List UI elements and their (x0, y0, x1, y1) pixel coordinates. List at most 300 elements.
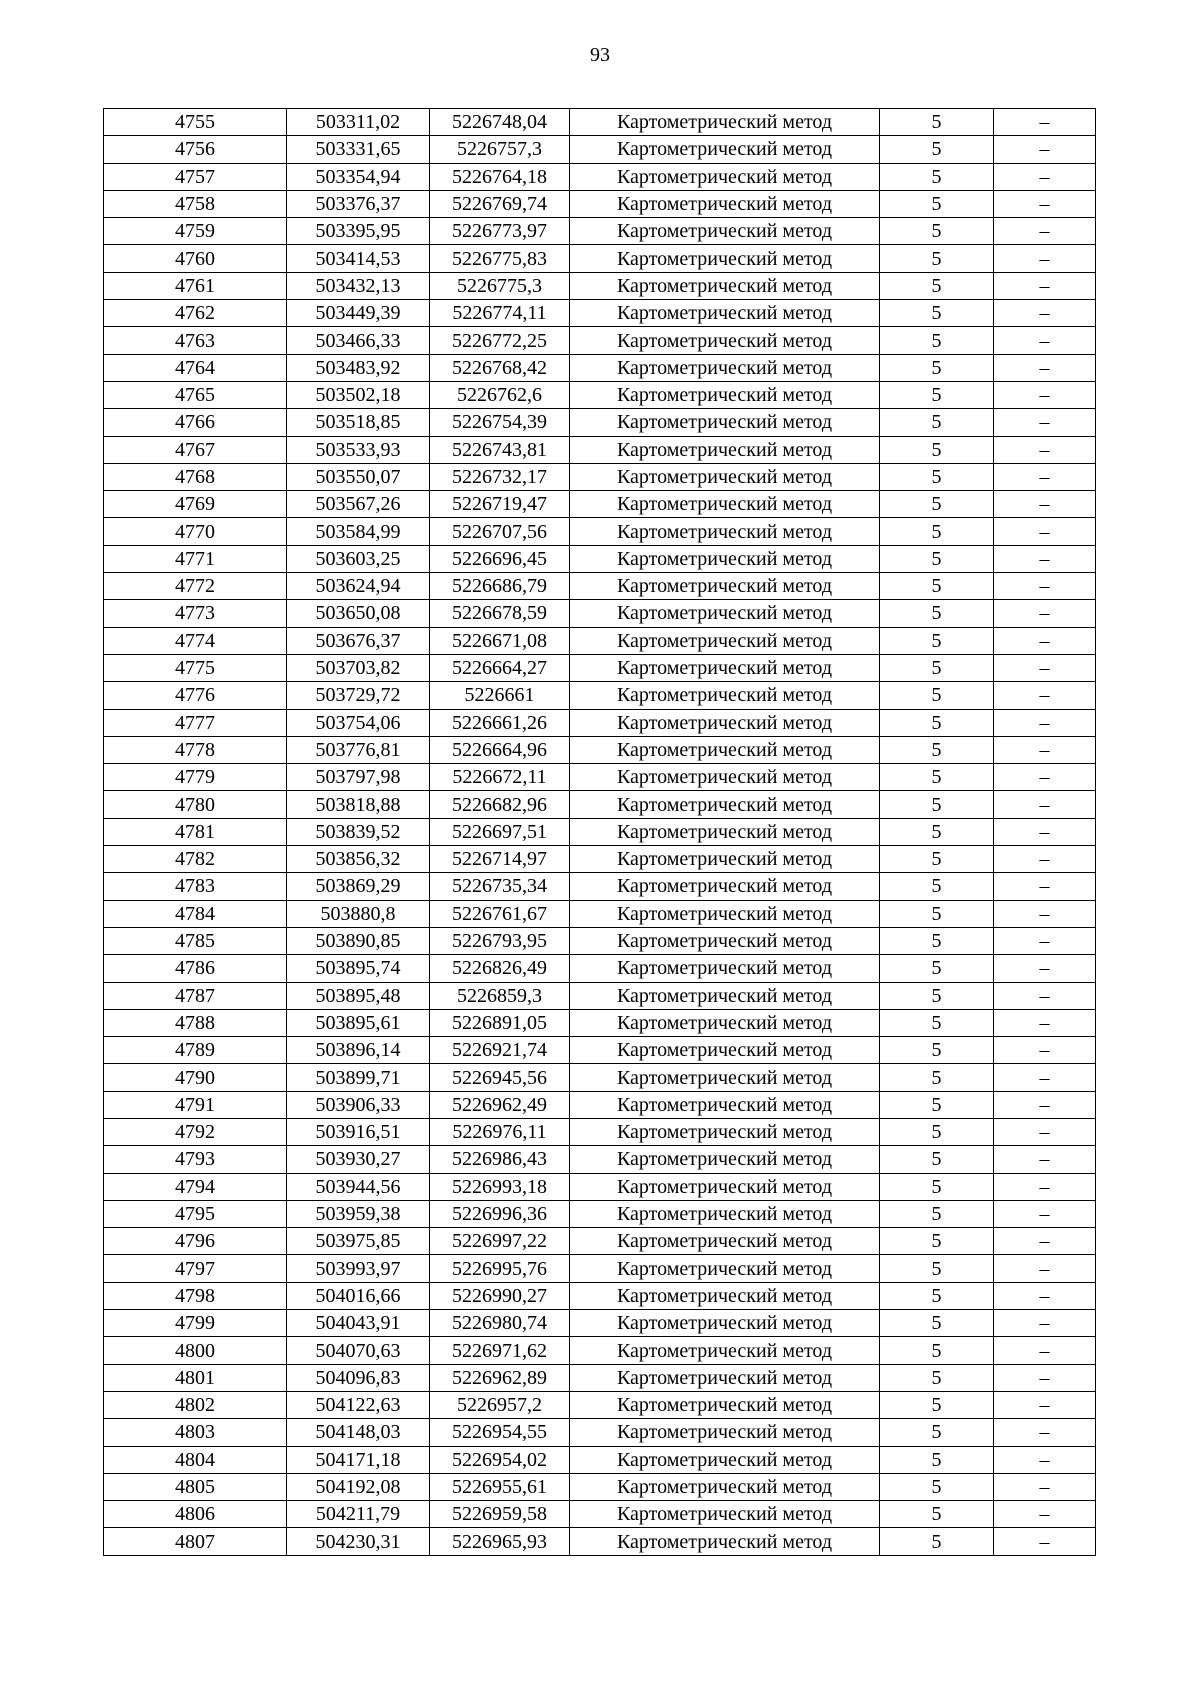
accuracy-cell: 5 (880, 1228, 994, 1255)
description-cell: – (994, 1009, 1096, 1036)
x-coordinate-cell: 503959,38 (287, 1200, 430, 1227)
accuracy-cell: 5 (880, 1337, 994, 1364)
description-cell: – (994, 190, 1096, 217)
description-cell: – (994, 1200, 1096, 1227)
point-number-cell: 4769 (104, 491, 287, 518)
accuracy-cell: 5 (880, 1282, 994, 1309)
point-number-cell: 4798 (104, 1282, 287, 1309)
point-number-cell: 4775 (104, 654, 287, 681)
y-coordinate-cell: 5226962,49 (430, 1091, 570, 1118)
description-cell: – (994, 1310, 1096, 1337)
accuracy-cell: 5 (880, 709, 994, 736)
y-coordinate-cell: 5226661 (430, 682, 570, 709)
method-cell: Картометрический метод (570, 1391, 880, 1418)
y-coordinate-cell: 5226743,81 (430, 436, 570, 463)
point-number-cell: 4772 (104, 573, 287, 600)
accuracy-cell: 5 (880, 1364, 994, 1391)
method-cell: Картометрический метод (570, 873, 880, 900)
accuracy-cell: 5 (880, 654, 994, 681)
table-row (104, 218, 1096, 245)
y-coordinate-cell: 5226671,08 (430, 627, 570, 654)
y-coordinate-cell: 5226965,93 (430, 1528, 570, 1555)
table-row (104, 1228, 1096, 1255)
point-number-cell: 4801 (104, 1364, 287, 1391)
point-number-cell: 4776 (104, 682, 287, 709)
accuracy-cell: 5 (880, 982, 994, 1009)
y-coordinate-cell: 5226768,42 (430, 354, 570, 381)
accuracy-cell: 5 (880, 1419, 994, 1446)
x-coordinate-cell: 503502,18 (287, 381, 430, 408)
description-cell: – (994, 764, 1096, 791)
description-cell: – (994, 518, 1096, 545)
x-coordinate-cell: 503754,06 (287, 709, 430, 736)
table-row (104, 1118, 1096, 1145)
method-cell: Картометрический метод (570, 1173, 880, 1200)
y-coordinate-cell: 5226686,79 (430, 573, 570, 600)
method-cell: Картометрический метод (570, 1009, 880, 1036)
table-row (104, 1391, 1096, 1418)
x-coordinate-cell: 503414,53 (287, 245, 430, 272)
description-cell: – (994, 409, 1096, 436)
point-number-cell: 4762 (104, 300, 287, 327)
method-cell: Картометрический метод (570, 1228, 880, 1255)
accuracy-cell: 5 (880, 818, 994, 845)
description-cell: – (994, 218, 1096, 245)
method-cell: Картометрический метод (570, 736, 880, 763)
y-coordinate-cell: 5226980,74 (430, 1310, 570, 1337)
accuracy-cell: 5 (880, 927, 994, 954)
description-cell: – (994, 1446, 1096, 1473)
description-cell: – (994, 1064, 1096, 1091)
accuracy-cell: 5 (880, 436, 994, 463)
description-cell: – (994, 272, 1096, 299)
point-number-cell: 4763 (104, 327, 287, 354)
description-cell: – (994, 818, 1096, 845)
point-number-cell: 4764 (104, 354, 287, 381)
method-cell: Картометрический метод (570, 218, 880, 245)
method-cell: Картометрический метод (570, 463, 880, 490)
accuracy-cell: 5 (880, 1064, 994, 1091)
method-cell: Картометрический метод (570, 1064, 880, 1091)
y-coordinate-cell: 5226962,89 (430, 1364, 570, 1391)
point-number-cell: 4759 (104, 218, 287, 245)
table-row (104, 736, 1096, 763)
point-number-cell: 4781 (104, 818, 287, 845)
x-coordinate-cell: 503603,25 (287, 545, 430, 572)
y-coordinate-cell: 5226995,76 (430, 1255, 570, 1282)
description-cell: – (994, 1282, 1096, 1309)
y-coordinate-cell: 5226757,3 (430, 136, 570, 163)
method-cell: Картометрический метод (570, 327, 880, 354)
point-number-cell: 4794 (104, 1173, 287, 1200)
x-coordinate-cell: 503729,72 (287, 682, 430, 709)
description-cell: – (994, 1528, 1096, 1555)
accuracy-cell: 5 (880, 327, 994, 354)
x-coordinate-cell: 503376,37 (287, 190, 430, 217)
point-number-cell: 4779 (104, 764, 287, 791)
point-number-cell: 4789 (104, 1037, 287, 1064)
y-coordinate-cell: 5226697,51 (430, 818, 570, 845)
y-coordinate-cell: 5226714,97 (430, 846, 570, 873)
point-number-cell: 4784 (104, 900, 287, 927)
y-coordinate-cell: 5226775,3 (430, 272, 570, 299)
description-cell: – (994, 109, 1096, 136)
x-coordinate-cell: 503895,61 (287, 1009, 430, 1036)
point-number-cell: 4795 (104, 1200, 287, 1227)
method-cell: Картометрический метод (570, 682, 880, 709)
accuracy-cell: 5 (880, 736, 994, 763)
x-coordinate-cell: 504171,18 (287, 1446, 430, 1473)
table-row (104, 1064, 1096, 1091)
page-number: 93 (590, 44, 610, 66)
x-coordinate-cell: 503395,95 (287, 218, 430, 245)
accuracy-cell: 5 (880, 190, 994, 217)
description-cell: – (994, 1473, 1096, 1500)
table-row (104, 1037, 1096, 1064)
table-row (104, 818, 1096, 845)
y-coordinate-cell: 5226664,96 (430, 736, 570, 763)
table-row (104, 1446, 1096, 1473)
x-coordinate-cell: 503311,02 (287, 109, 430, 136)
table-row (104, 1337, 1096, 1364)
method-cell: Картометрический метод (570, 818, 880, 845)
point-number-cell: 4802 (104, 1391, 287, 1418)
table-row (104, 272, 1096, 299)
method-cell: Картометрический метод (570, 1364, 880, 1391)
description-cell: – (994, 573, 1096, 600)
y-coordinate-cell: 5226997,22 (430, 1228, 570, 1255)
description-cell: – (994, 1146, 1096, 1173)
point-number-cell: 4777 (104, 709, 287, 736)
y-coordinate-cell: 5226678,59 (430, 600, 570, 627)
coordinates-table (103, 108, 1096, 1556)
description-cell: – (994, 873, 1096, 900)
x-coordinate-cell: 503993,97 (287, 1255, 430, 1282)
method-cell: Картометрический метод (570, 409, 880, 436)
method-cell: Картометрический метод (570, 300, 880, 327)
accuracy-cell: 5 (880, 1037, 994, 1064)
x-coordinate-cell: 503483,92 (287, 354, 430, 381)
x-coordinate-cell: 504192,08 (287, 1473, 430, 1500)
point-number-cell: 4805 (104, 1473, 287, 1500)
accuracy-cell: 5 (880, 409, 994, 436)
y-coordinate-cell: 5226957,2 (430, 1391, 570, 1418)
point-number-cell: 4787 (104, 982, 287, 1009)
method-cell: Картометрический метод (570, 1528, 880, 1555)
table-row (104, 354, 1096, 381)
table-row (104, 927, 1096, 954)
x-coordinate-cell: 503839,52 (287, 818, 430, 845)
point-number-cell: 4757 (104, 163, 287, 190)
x-coordinate-cell: 503432,13 (287, 272, 430, 299)
method-cell: Картометрический метод (570, 1501, 880, 1528)
x-coordinate-cell: 504070,63 (287, 1337, 430, 1364)
table-row (104, 1419, 1096, 1446)
x-coordinate-cell: 503899,71 (287, 1064, 430, 1091)
point-number-cell: 4771 (104, 545, 287, 572)
point-number-cell: 4792 (104, 1118, 287, 1145)
accuracy-cell: 5 (880, 1091, 994, 1118)
y-coordinate-cell: 5226748,04 (430, 109, 570, 136)
description-cell: – (994, 709, 1096, 736)
method-cell: Картометрический метод (570, 1146, 880, 1173)
accuracy-cell: 5 (880, 791, 994, 818)
x-coordinate-cell: 503550,07 (287, 463, 430, 490)
description-cell: – (994, 491, 1096, 518)
x-coordinate-cell: 503567,26 (287, 491, 430, 518)
x-coordinate-cell: 503449,39 (287, 300, 430, 327)
method-cell: Картометрический метод (570, 491, 880, 518)
method-cell: Картометрический метод (570, 1473, 880, 1500)
accuracy-cell: 5 (880, 1473, 994, 1500)
y-coordinate-cell: 5226826,49 (430, 955, 570, 982)
table-row (104, 1009, 1096, 1036)
x-coordinate-cell: 504230,31 (287, 1528, 430, 1555)
table-row (104, 1501, 1096, 1528)
method-cell: Картометрический метод (570, 1446, 880, 1473)
table-row (104, 1310, 1096, 1337)
table-row (104, 600, 1096, 627)
y-coordinate-cell: 5226719,47 (430, 491, 570, 518)
method-cell: Картометрический метод (570, 1037, 880, 1064)
table-row (104, 1173, 1096, 1200)
description-cell: – (994, 1173, 1096, 1200)
x-coordinate-cell: 503584,99 (287, 518, 430, 545)
point-number-cell: 4799 (104, 1310, 287, 1337)
x-coordinate-cell: 503890,85 (287, 927, 430, 954)
description-cell: – (994, 627, 1096, 654)
accuracy-cell: 5 (880, 600, 994, 627)
table-row (104, 491, 1096, 518)
x-coordinate-cell: 503975,85 (287, 1228, 430, 1255)
accuracy-cell: 5 (880, 272, 994, 299)
accuracy-cell: 5 (880, 245, 994, 272)
description-cell: – (994, 791, 1096, 818)
table-row (104, 436, 1096, 463)
accuracy-cell: 5 (880, 900, 994, 927)
accuracy-cell: 5 (880, 955, 994, 982)
accuracy-cell: 5 (880, 218, 994, 245)
point-number-cell: 4790 (104, 1064, 287, 1091)
y-coordinate-cell: 5226764,18 (430, 163, 570, 190)
y-coordinate-cell: 5226986,43 (430, 1146, 570, 1173)
y-coordinate-cell: 5226762,6 (430, 381, 570, 408)
point-number-cell: 4800 (104, 1337, 287, 1364)
table-row (104, 1528, 1096, 1555)
description-cell: – (994, 955, 1096, 982)
accuracy-cell: 5 (880, 1446, 994, 1473)
description-cell: – (994, 1228, 1096, 1255)
method-cell: Картометрический метод (570, 1255, 880, 1282)
point-number-cell: 4755 (104, 109, 287, 136)
x-coordinate-cell: 504096,83 (287, 1364, 430, 1391)
method-cell: Картометрический метод (570, 600, 880, 627)
y-coordinate-cell: 5226732,17 (430, 463, 570, 490)
table-row (104, 791, 1096, 818)
point-number-cell: 4793 (104, 1146, 287, 1173)
x-coordinate-cell: 503797,98 (287, 764, 430, 791)
x-coordinate-cell: 503944,56 (287, 1173, 430, 1200)
method-cell: Картометрический метод (570, 709, 880, 736)
x-coordinate-cell: 503880,8 (287, 900, 430, 927)
description-cell: – (994, 1118, 1096, 1145)
y-coordinate-cell: 5226959,58 (430, 1501, 570, 1528)
x-coordinate-cell: 503906,33 (287, 1091, 430, 1118)
table-row (104, 545, 1096, 572)
table-row (104, 1473, 1096, 1500)
point-number-cell: 4806 (104, 1501, 287, 1528)
accuracy-cell: 5 (880, 627, 994, 654)
accuracy-cell: 5 (880, 300, 994, 327)
method-cell: Картометрический метод (570, 518, 880, 545)
accuracy-cell: 5 (880, 109, 994, 136)
y-coordinate-cell: 5226859,3 (430, 982, 570, 1009)
table-row (104, 627, 1096, 654)
point-number-cell: 4796 (104, 1228, 287, 1255)
table-row (104, 1091, 1096, 1118)
x-coordinate-cell: 503818,88 (287, 791, 430, 818)
method-cell: Картометрический метод (570, 1282, 880, 1309)
y-coordinate-cell: 5226955,61 (430, 1473, 570, 1500)
y-coordinate-cell: 5226664,27 (430, 654, 570, 681)
accuracy-cell: 5 (880, 518, 994, 545)
description-cell: – (994, 600, 1096, 627)
method-cell: Картометрический метод (570, 354, 880, 381)
point-number-cell: 4803 (104, 1419, 287, 1446)
y-coordinate-cell: 5226696,45 (430, 545, 570, 572)
table-row (104, 900, 1096, 927)
x-coordinate-cell: 503533,93 (287, 436, 430, 463)
accuracy-cell: 5 (880, 381, 994, 408)
y-coordinate-cell: 5226774,11 (430, 300, 570, 327)
x-coordinate-cell: 503354,94 (287, 163, 430, 190)
table-row (104, 1364, 1096, 1391)
y-coordinate-cell: 5226891,05 (430, 1009, 570, 1036)
description-cell: – (994, 982, 1096, 1009)
method-cell: Картометрический метод (570, 654, 880, 681)
point-number-cell: 4768 (104, 463, 287, 490)
table-row (104, 518, 1096, 545)
method-cell: Картометрический метод (570, 272, 880, 299)
table-row (104, 1200, 1096, 1227)
description-cell: – (994, 545, 1096, 572)
method-cell: Картометрический метод (570, 1310, 880, 1337)
x-coordinate-cell: 503331,65 (287, 136, 430, 163)
y-coordinate-cell: 5226996,36 (430, 1200, 570, 1227)
method-cell: Картометрический метод (570, 245, 880, 272)
description-cell: – (994, 136, 1096, 163)
method-cell: Картометрический метод (570, 381, 880, 408)
accuracy-cell: 5 (880, 354, 994, 381)
x-coordinate-cell: 503466,33 (287, 327, 430, 354)
point-number-cell: 4761 (104, 272, 287, 299)
description-cell: – (994, 1255, 1096, 1282)
y-coordinate-cell: 5226761,67 (430, 900, 570, 927)
method-cell: Картометрический метод (570, 190, 880, 217)
accuracy-cell: 5 (880, 764, 994, 791)
accuracy-cell: 5 (880, 545, 994, 572)
point-number-cell: 4758 (104, 190, 287, 217)
accuracy-cell: 5 (880, 573, 994, 600)
table-row (104, 1255, 1096, 1282)
x-coordinate-cell: 503518,85 (287, 409, 430, 436)
y-coordinate-cell: 5226971,62 (430, 1337, 570, 1364)
table-row (104, 709, 1096, 736)
table-row (104, 873, 1096, 900)
point-number-cell: 4807 (104, 1528, 287, 1555)
accuracy-cell: 5 (880, 873, 994, 900)
point-number-cell: 4760 (104, 245, 287, 272)
method-cell: Картометрический метод (570, 627, 880, 654)
table-row (104, 764, 1096, 791)
x-coordinate-cell: 503650,08 (287, 600, 430, 627)
accuracy-cell: 5 (880, 1310, 994, 1337)
x-coordinate-cell: 503896,14 (287, 1037, 430, 1064)
table-row (104, 300, 1096, 327)
accuracy-cell: 5 (880, 1255, 994, 1282)
x-coordinate-cell: 503895,48 (287, 982, 430, 1009)
accuracy-cell: 5 (880, 1391, 994, 1418)
accuracy-cell: 5 (880, 163, 994, 190)
table-row (104, 955, 1096, 982)
point-number-cell: 4786 (104, 955, 287, 982)
table-row (104, 682, 1096, 709)
method-cell: Картометрический метод (570, 955, 880, 982)
method-cell: Картометрический метод (570, 1200, 880, 1227)
description-cell: – (994, 736, 1096, 763)
method-cell: Картометрический метод (570, 163, 880, 190)
description-cell: – (994, 900, 1096, 927)
description-cell: – (994, 1337, 1096, 1364)
table-row (104, 327, 1096, 354)
x-coordinate-cell: 503869,29 (287, 873, 430, 900)
accuracy-cell: 5 (880, 1528, 994, 1555)
table-row (104, 381, 1096, 408)
y-coordinate-cell: 5226773,97 (430, 218, 570, 245)
method-cell: Картометрический метод (570, 900, 880, 927)
description-cell: – (994, 1037, 1096, 1064)
table-row (104, 463, 1096, 490)
point-number-cell: 4767 (104, 436, 287, 463)
x-coordinate-cell: 503856,32 (287, 846, 430, 873)
point-number-cell: 4785 (104, 927, 287, 954)
description-cell: – (994, 163, 1096, 190)
point-number-cell: 4773 (104, 600, 287, 627)
y-coordinate-cell: 5226976,11 (430, 1118, 570, 1145)
description-cell: – (994, 1419, 1096, 1446)
table-row (104, 1282, 1096, 1309)
y-coordinate-cell: 5226772,25 (430, 327, 570, 354)
table-row (104, 982, 1096, 1009)
y-coordinate-cell: 5226945,56 (430, 1064, 570, 1091)
accuracy-cell: 5 (880, 1146, 994, 1173)
description-cell: – (994, 1391, 1096, 1418)
x-coordinate-cell: 504122,63 (287, 1391, 430, 1418)
y-coordinate-cell: 5226769,74 (430, 190, 570, 217)
y-coordinate-cell: 5226793,95 (430, 927, 570, 954)
description-cell: – (994, 463, 1096, 490)
table-row (104, 654, 1096, 681)
x-coordinate-cell: 503776,81 (287, 736, 430, 763)
table-row (104, 1146, 1096, 1173)
x-coordinate-cell: 503703,82 (287, 654, 430, 681)
method-cell: Картометрический метод (570, 1118, 880, 1145)
point-number-cell: 4770 (104, 518, 287, 545)
point-number-cell: 4774 (104, 627, 287, 654)
y-coordinate-cell: 5226954,02 (430, 1446, 570, 1473)
y-coordinate-cell: 5226707,56 (430, 518, 570, 545)
x-coordinate-cell: 503624,94 (287, 573, 430, 600)
